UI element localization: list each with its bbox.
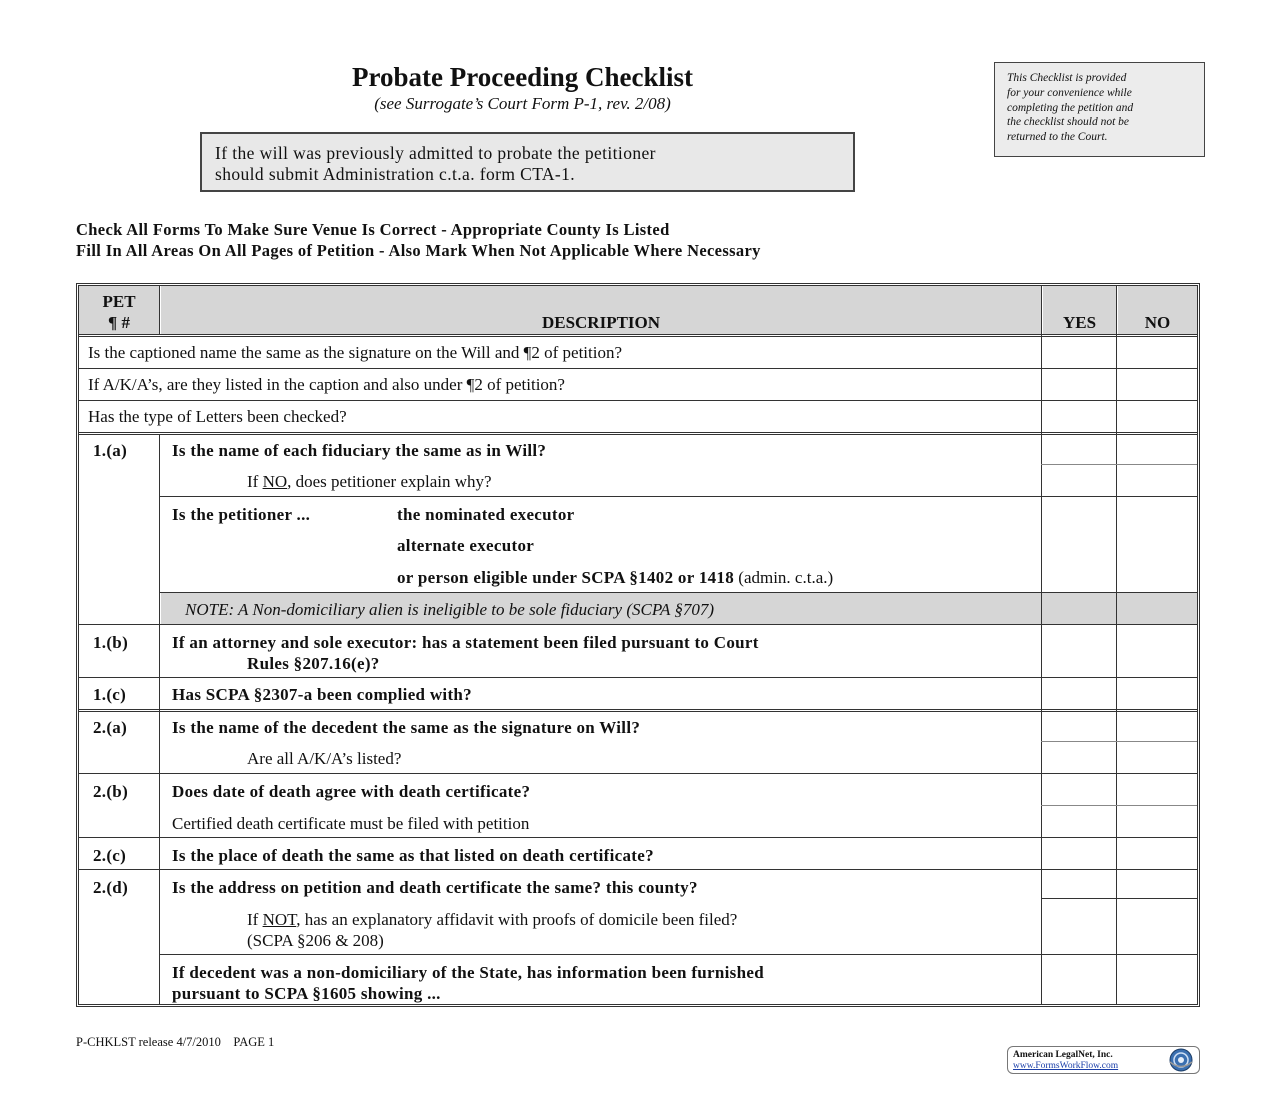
- col-header-no: NO: [1144, 313, 1171, 332]
- page-subtitle: (see Surrogate’s Court Form P-1, rev. 2/08): [374, 94, 671, 113]
- checklist-table: [76, 283, 1200, 1007]
- q-1a-opt-nominated: the nominated executor: [397, 505, 575, 524]
- side-note-line3: completing the petition and: [1007, 101, 1134, 114]
- side-note-line5: returned to the Court.: [1007, 131, 1108, 144]
- q-1c-scpa-2307a: Has SCPA §2307-a been complied with?: [172, 685, 472, 704]
- q-2b-certificate-note: Certified death certificate must be filed with petition: [172, 814, 530, 833]
- col-header-yes: YES: [1062, 313, 1097, 332]
- col-header-description: DESCRIPTION: [541, 313, 661, 332]
- publisher-name: American LegalNet, Inc.: [1013, 1050, 1113, 1060]
- note-non-domiciliary: NOTE: A Non-domiciliary alien is ineligible to be sole fiduciary (SCPA §707): [185, 600, 715, 619]
- globe-icon: [1164, 1047, 1198, 1073]
- cta-note-line2: should submit Administration c.t.a. form CTA-1.: [215, 164, 576, 184]
- pet-2c: 2.(c): [93, 846, 127, 865]
- row-aka-caption: If A/K/A’s, are they listed in the caption and also under ¶2 of petition?: [88, 375, 565, 394]
- row-captioned-name: Is the captioned name the same as the signature on the Will and ¶2 of petition?: [88, 343, 623, 362]
- cta-note-box: [200, 132, 855, 192]
- instruction-venue: Check All Forms To Make Sure Venue Is Correct - Appropriate County Is Listed: [76, 220, 670, 239]
- q-2b-date-of-death: Does date of death agree with death certificate?: [172, 782, 531, 801]
- footer-release: P-CHKLST release 4/7/2010 PAGE 1: [76, 1035, 275, 1049]
- q-2c-place-of-death: Is the place of death the same as that listed on death certificate?: [172, 846, 654, 865]
- side-note-line1: This Checklist is provided: [1007, 72, 1127, 84]
- q-2a-decedent-name: Is the name of the decedent the same as the signature on Will?: [172, 718, 641, 737]
- row-letters-type: Has the type of Letters been checked?: [88, 407, 347, 426]
- q-2d-non-domiciliary: If decedent was a non-domiciliary of the State, has information been furnished pursuant to SCPA §1605 showing ...: [172, 963, 764, 1003]
- pet-1c: 1.(c): [93, 685, 127, 704]
- col-header-pet: PET ¶ #: [102, 292, 136, 332]
- convenience-note-box: [994, 62, 1205, 157]
- q-2d-address: Is the address on petition and death certificate the same? this county?: [172, 878, 698, 897]
- side-note-line4: the checklist should not be: [1007, 116, 1129, 129]
- cta-note-line1: If the will was previously admitted to probate the petitioner: [215, 143, 656, 163]
- q-1a-opt-eligible: or person eligible under SCPA §1402 or 1418 (admin. c.t.a.): [397, 568, 834, 587]
- page-title: Probate Proceeding Checklist: [352, 62, 693, 92]
- pet-2d: 2.(d): [93, 878, 129, 897]
- q-1a-if-no: If NO, does petitioner explain why?: [247, 472, 492, 491]
- pet-1a: 1.(a): [93, 441, 128, 460]
- q-1a-is-petitioner: Is the petitioner ...: [172, 505, 311, 524]
- page-number: PAGE 1: [233, 1035, 275, 1049]
- q-1b-attorney-executor: If an attorney and sole executor: has a statement been filed pursuant to Court Rules §207.16(e)?: [172, 633, 759, 673]
- pet-2b: 2.(b): [93, 782, 129, 801]
- instruction-fill-all: Fill In All Areas On All Pages of Petition - Also Mark When Not Applicable Where Necessary: [76, 241, 761, 260]
- side-note-line2: for your convenience while: [1007, 86, 1132, 99]
- q-2d-if-not: If NOT, has an explanatory affidavit with proofs of domicile been filed? (SCPA §206 & 208): [247, 910, 738, 950]
- pet-1b: 1.(b): [93, 633, 129, 652]
- pet-2a: 2.(a): [93, 718, 128, 737]
- q-2a-aka-listed: Are all A/K/A’s listed?: [247, 749, 402, 768]
- q-1a-fiduciary-name: Is the name of each fiduciary the same as in Will?: [172, 441, 547, 460]
- publisher-link[interactable]: www.FormsWorkFlow.com: [1013, 1061, 1119, 1071]
- q-1a-opt-alternate: alternate executor: [397, 536, 535, 555]
